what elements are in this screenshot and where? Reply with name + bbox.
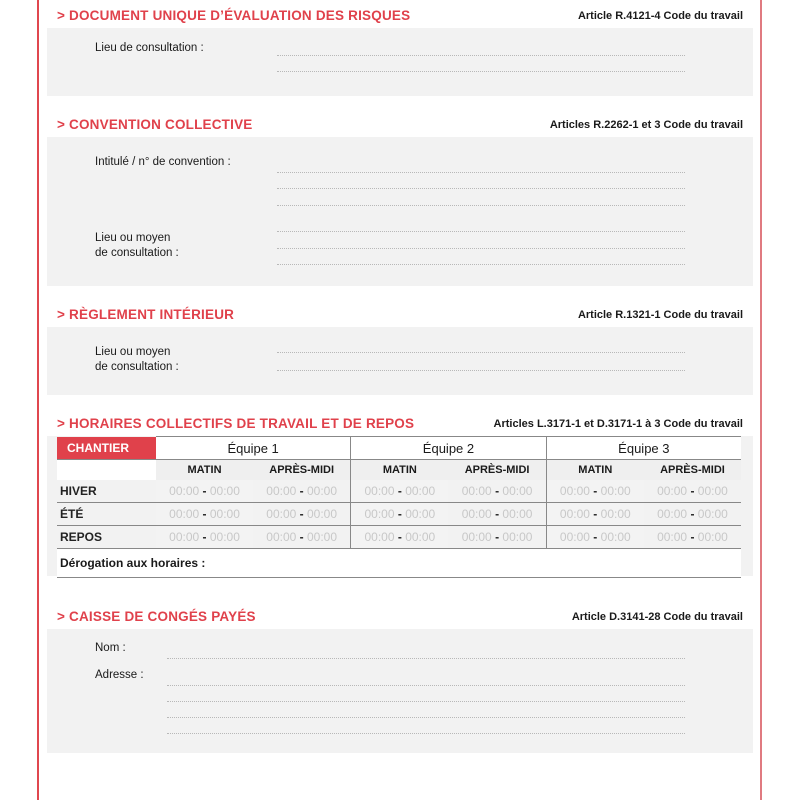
time-separator: - — [202, 484, 207, 498]
time-separator: - — [397, 507, 402, 521]
season-label: ÉTÉ — [57, 503, 156, 526]
start-time-input[interactable]: 00:00 — [559, 507, 590, 521]
section-reference: Article R.1321-1 Code du travail — [577, 309, 743, 321]
time-separator: - — [690, 484, 695, 498]
section-reference: Article D.3141-28 Code du travail — [571, 611, 743, 623]
period-header: MATIN — [546, 460, 644, 481]
section-duer — [47, 8, 753, 96]
page-margin-line-right — [760, 0, 762, 800]
time-separator: - — [690, 530, 695, 544]
time-separator: - — [202, 507, 207, 521]
lieu-moyen-line-1[interactable] — [277, 231, 685, 232]
intitule-line-3[interactable] — [277, 205, 685, 206]
time-range-cell[interactable] — [156, 503, 253, 526]
time-range-cell[interactable] — [644, 526, 741, 549]
chantier-header: CHANTIER — [57, 437, 156, 460]
section-title: > CAISSE DE CONGÉS PAYÉS — [57, 609, 256, 624]
start-time-input[interactable]: 00:00 — [461, 484, 492, 498]
adresse-label: Adresse : — [95, 669, 144, 681]
horaires-table — [57, 436, 741, 578]
time-separator: - — [495, 507, 500, 521]
start-time-input[interactable]: 00:00 — [364, 530, 395, 544]
time-separator: - — [299, 507, 304, 521]
section-panel — [47, 327, 753, 395]
lieu-consultation-line-1[interactable] — [277, 55, 685, 56]
end-time-input[interactable]: 00:00 — [209, 484, 240, 498]
time-range-cell[interactable] — [156, 526, 253, 549]
time-separator: - — [495, 530, 500, 544]
time-range-cell[interactable] — [546, 503, 644, 526]
start-time-input[interactable]: 00:00 — [461, 530, 492, 544]
section-title: > RÈGLEMENT INTÉRIEUR — [57, 307, 235, 322]
end-time-input[interactable]: 00:00 — [600, 530, 631, 544]
end-time-input[interactable]: 00:00 — [697, 484, 728, 498]
time-range-cell[interactable] — [644, 503, 741, 526]
end-time-input[interactable]: 00:00 — [502, 484, 533, 498]
time-range-cell[interactable] — [546, 480, 644, 503]
page-margin-line-left — [37, 0, 39, 800]
start-time-input[interactable]: 00:00 — [657, 484, 688, 498]
nom-line[interactable] — [167, 658, 685, 659]
end-time-input[interactable]: 00:00 — [600, 484, 631, 498]
time-separator: - — [397, 530, 402, 544]
end-time-input[interactable]: 00:00 — [405, 530, 436, 544]
season-label: REPOS — [57, 526, 156, 549]
start-time-input[interactable]: 00:00 — [169, 484, 200, 498]
start-time-input[interactable]: 00:00 — [169, 530, 200, 544]
time-separator: - — [397, 484, 402, 498]
start-time-input[interactable]: 00:00 — [364, 484, 395, 498]
end-time-input[interactable]: 00:00 — [405, 507, 436, 521]
lieu-moyen-line-2[interactable] — [277, 248, 685, 249]
end-time-input[interactable]: 00:00 — [502, 507, 533, 521]
adresse-line-4[interactable] — [167, 733, 685, 734]
end-time-input[interactable]: 00:00 — [209, 507, 240, 521]
lieu-moyen-label-line2: de consultation : — [95, 247, 179, 259]
schedule-row — [57, 526, 741, 549]
start-time-input[interactable]: 00:00 — [559, 484, 590, 498]
team-header: Équipe 1 — [156, 437, 351, 460]
time-range-cell[interactable] — [448, 503, 546, 526]
lieu-moyen-label-line2: de consultation : — [95, 361, 179, 373]
section-reference: Articles R.2262-1 et 3 Code du travail — [549, 119, 743, 131]
end-time-input[interactable]: 00:00 — [306, 507, 338, 521]
time-range-cell[interactable] — [156, 480, 253, 503]
derogation-label: Dérogation aux horaires : — [57, 549, 741, 578]
time-separator: - — [299, 484, 304, 498]
lieu-consultation-line-2[interactable] — [277, 71, 685, 72]
time-range-cell[interactable] — [253, 503, 351, 526]
time-separator: - — [202, 530, 207, 544]
schedule-row — [57, 480, 741, 503]
time-separator: - — [593, 507, 598, 521]
intitule-line-2[interactable] — [277, 188, 685, 189]
schedule-row — [57, 503, 741, 526]
section-caisse — [47, 609, 753, 753]
lieu-moyen-label-line1: Lieu ou moyen — [95, 232, 171, 244]
time-separator: - — [690, 507, 695, 521]
period-header: MATIN — [156, 460, 253, 481]
time-separator: - — [593, 484, 598, 498]
lieu-moyen-line-2[interactable] — [277, 370, 685, 371]
time-separator: - — [299, 530, 304, 544]
end-time-input[interactable]: 00:00 — [697, 507, 728, 521]
time-range-cell[interactable] — [351, 526, 449, 549]
start-time-input[interactable]: 00:00 — [461, 507, 492, 521]
team-header: Équipe 2 — [351, 437, 546, 460]
adresse-line-1[interactable] — [167, 685, 685, 686]
intitule-label: Intitulé / n° de convention : — [95, 156, 231, 168]
end-time-input[interactable]: 00:00 — [697, 530, 728, 544]
lieu-moyen-line-1[interactable] — [277, 352, 685, 353]
time-range-cell[interactable] — [448, 526, 546, 549]
start-time-input[interactable]: 00:00 — [266, 530, 297, 544]
start-time-input[interactable]: 00:00 — [657, 507, 688, 521]
end-time-input[interactable]: 00:00 — [405, 484, 436, 498]
intitule-line-1[interactable] — [277, 172, 685, 173]
empty-header-cell — [57, 460, 156, 481]
time-range-cell[interactable] — [253, 480, 351, 503]
end-time-input[interactable]: 00:00 — [600, 507, 631, 521]
section-title: > CONVENTION COLLECTIVE — [57, 117, 253, 132]
lieu-moyen-label — [95, 231, 179, 261]
time-separator: - — [593, 530, 598, 544]
start-time-input[interactable]: 00:00 — [364, 507, 395, 521]
period-header: MATIN — [351, 460, 449, 481]
start-time-input[interactable]: 00:00 — [559, 530, 590, 544]
section-reglement — [47, 307, 753, 395]
start-time-input[interactable]: 00:00 — [657, 530, 688, 544]
end-time-input[interactable]: 00:00 — [209, 530, 240, 544]
section-convention — [47, 117, 753, 286]
time-separator: - — [495, 484, 500, 498]
team-header: Équipe 3 — [546, 437, 741, 460]
section-title: > DOCUMENT UNIQUE D’ÉVALUATION DES RISQUES — [57, 8, 411, 23]
lieu-moyen-label — [95, 345, 179, 375]
time-range-cell[interactable] — [546, 526, 644, 549]
start-time-input[interactable]: 00:00 — [266, 484, 297, 498]
end-time-input[interactable]: 00:00 — [306, 530, 338, 544]
section-reference: Articles L.3171-1 et D.3171-1 à 3 Code du travail — [493, 418, 743, 430]
section-panel — [47, 137, 753, 286]
time-range-cell[interactable] — [644, 480, 741, 503]
time-range-cell[interactable] — [448, 480, 546, 503]
section-panel — [47, 28, 753, 96]
lieu-moyen-label-line1: Lieu ou moyen — [95, 346, 171, 358]
end-time-input[interactable]: 00:00 — [306, 484, 338, 498]
nom-label: Nom : — [95, 642, 126, 654]
lieu-consultation-label: Lieu de consultation : — [95, 42, 204, 54]
section-title: > HORAIRES COLLECTIFS DE TRAVAIL ET DE REPOS — [57, 416, 415, 431]
adresse-line-2[interactable] — [167, 701, 685, 702]
time-range-cell[interactable] — [351, 480, 449, 503]
time-range-cell[interactable] — [351, 503, 449, 526]
section-panel — [47, 629, 753, 753]
start-time-input[interactable]: 00:00 — [266, 507, 297, 521]
adresse-line-3[interactable] — [167, 717, 685, 718]
period-header: APRÈS-MIDI — [253, 460, 351, 481]
time-range-cell[interactable] — [253, 526, 351, 549]
end-time-input[interactable]: 00:00 — [502, 530, 533, 544]
section-reference: Article R.4121-4 Code du travail — [577, 10, 743, 22]
start-time-input[interactable]: 00:00 — [169, 507, 200, 521]
period-header: APRÈS-MIDI — [448, 460, 546, 481]
section-horaires — [47, 416, 753, 596]
season-label: HIVER — [57, 480, 156, 503]
period-header: APRÈS-MIDI — [644, 460, 741, 481]
lieu-moyen-line-3[interactable] — [277, 264, 685, 265]
